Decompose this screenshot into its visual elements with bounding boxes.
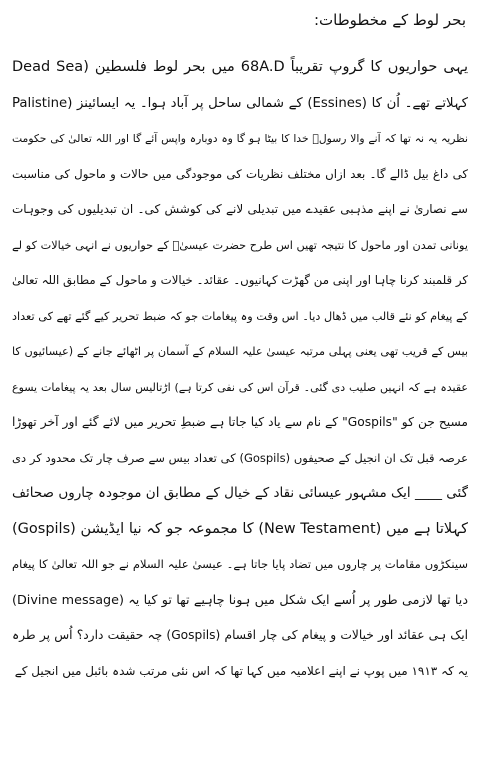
- text-line-13: گئی ____ ایک مشہور عیسائی نقاد کے خیال کے مطابق ان موجودہ چاروں صحائف: [12, 485, 468, 501]
- text-line-3: نظریہ یہ نہ تھا کہ آنے والا رسولؐ خدا کا بیٹا ہو گا وہ دوبارہ واپس آئے گا اور اللہ تعالیٰ کی حکومت: [12, 132, 468, 145]
- text-line-8: کے پیغام کو نئے قالب میں ڈھال دیا۔ اس وقت وہ پیغامات جو کہ ضبط تحریر کیے گئے تھے کی تعداد: [12, 309, 468, 323]
- text-line-17: ایک ہی عقائد اور خیالات و پیغام کی چار اقسام (Gospils) چہ حقیقت دارد؟ اُس پر طرہ: [12, 628, 468, 642]
- text-line-6: یونانی تمدن اور ماحول کا نتیجہ تھیں اس طرح حضرت عیسیٰؑ کے حواریوں نے انہی خیالات کو لے: [12, 238, 468, 252]
- text-line-1: یہی حواریوں کا گروپ تقریباً 68A.D میں بحر لوط فلسطین (Dead Sea: [12, 59, 468, 75]
- text-line-7: کر قلمبند کرنا چاہا اور اپنی من گھڑت کہانیوں۔ عقائد۔ خیالات و ماحول کے مطابق اللہ تعالیٰ: [12, 273, 468, 287]
- section-heading: بحر لوط کے مخطوطات:: [313, 11, 466, 29]
- text-line-11: مسیح جن کو "Gospils" کے نام سے یاد کیا جاتا ہے ضبطِ تحریر میں لائے گئے اور آخر تھوڑا: [12, 415, 468, 429]
- text-line-2: Palistine) کے شمالی ساحل پر آباد ہوا۔ یہ ایسائینز (Essines) کہلاتے تھے۔ اُن کا: [12, 95, 468, 111]
- body-text: [12, 50, 468, 689]
- text-line-18: یہ کہ ۱۹۱۳ میں پوپ نے اپنے اعلامیہ میں کہا تھا کہ اس نئی مرتب شدہ بائبل میں انجیل کے: [14, 663, 468, 678]
- text-line-5: سے نصاریٰ نے اپنے مذہبی عقیدے میں تبدیلی لانے کی کوشش کی۔ ان تبدیلیوں کی وجوہات: [12, 202, 468, 216]
- text-line-14: (Gospils) کا مجموعہ جو کہ نیا ایڈیشن (New Testament) کہلاتا ہے میں: [12, 520, 468, 537]
- text-line-15: سینکڑوں مقامات پر چاروں میں تضاد پایا جاتا ہے۔ عیسیٰ علیہ السلام نے جو اللہ تعالیٰ کا پیغام: [12, 557, 468, 571]
- text-line-9: بیس کے قریب تھی یعنی پہلی مرتبہ عیسیٰ علیہ السلام کے آسمان پر اٹھائے جانے کے (عیسائیوں کا: [12, 345, 468, 358]
- text-line-4: کی داغ بیل ڈالے گا۔ بعد ازاں مختلف نظریات کی موجودگی میں حالات و ماحول کی مناسبت: [12, 166, 468, 181]
- text-line-10: عقیدہ ہے کہ انہیں صلیب دی گئی۔ قرآن اس کی نفی کرتا ہے) اڑتالیس سال بعد یہ پیغامات یسوع: [12, 380, 468, 394]
- text-line-12: عرصہ قبل تک ان انجیل کے صحیفوں (Gospils) کی تعداد بیس سے صرف چار تک محدود کر دی: [12, 450, 468, 465]
- text-line-16: (Divine message) دیا تھا لازمی طور پر اُسے ایک شکل میں ہونا چاہیے تھا تو کیا یہ: [12, 592, 468, 608]
